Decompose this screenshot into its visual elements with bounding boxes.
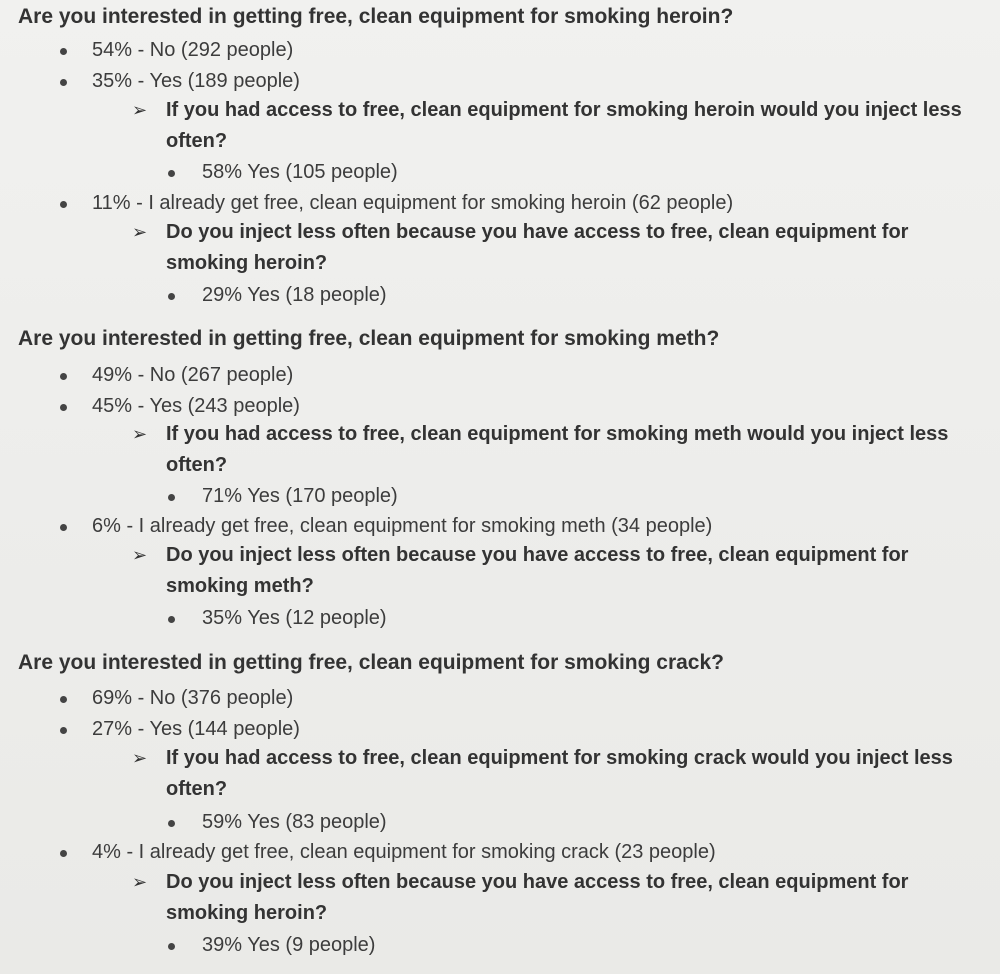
follow-up-question-text: If you had access to free, clean equipment for smoking meth would you inject less often? bbox=[166, 423, 949, 476]
bullet-icon bbox=[60, 201, 67, 208]
bullet-icon bbox=[168, 616, 175, 623]
bullet-icon bbox=[60, 404, 67, 411]
bullet-icon bbox=[60, 373, 67, 380]
follow-up-question-text: Do you inject less often because you have access to free, clean equipment for smoking meth? bbox=[166, 544, 909, 597]
answer-text: 71% Yes (170 people) bbox=[202, 485, 398, 507]
answer-text: 6% - I already get free, clean equipment for smoking meth (34 people) bbox=[92, 515, 713, 537]
bullet-icon bbox=[60, 850, 67, 857]
bullet-icon bbox=[60, 727, 67, 734]
answer-text: 45% - Yes (243 people) bbox=[92, 395, 300, 417]
answer-text: 35% Yes (12 people) bbox=[202, 607, 387, 629]
bullet-icon bbox=[168, 293, 175, 300]
answer-text: 29% Yes (18 people) bbox=[202, 284, 387, 306]
bullet-icon bbox=[60, 696, 67, 703]
follow-up-question-text: If you had access to free, clean equipment for smoking crack would you inject less often? bbox=[166, 747, 953, 800]
answer-text: 27% - Yes (144 people) bbox=[92, 718, 300, 740]
arrow-bullet-icon: ➢ bbox=[132, 748, 148, 768]
follow-up-question-text: Do you inject less often because you have access to free, clean equipment for smoking heroin? bbox=[166, 221, 909, 274]
bullet-icon bbox=[168, 170, 175, 177]
answer-text: 11% - I already get free, clean equipment for smoking heroin (62 people) bbox=[92, 192, 734, 214]
bullet-icon bbox=[60, 524, 67, 531]
bullet-icon bbox=[168, 494, 175, 501]
answer-text: 4% - I already get free, clean equipment for smoking crack (23 people) bbox=[92, 841, 716, 863]
question-heroin: Are you interested in getting free, clean equipment for smoking heroin? bbox=[18, 5, 734, 28]
answer-text: 39% Yes (9 people) bbox=[202, 934, 376, 956]
bullet-icon bbox=[60, 79, 67, 86]
answer-text: 58% Yes (105 people) bbox=[202, 161, 398, 183]
arrow-bullet-icon: ➢ bbox=[132, 545, 148, 565]
follow-up-question-text: If you had access to free, clean equipment for smoking heroin would you inject less often? bbox=[166, 99, 962, 152]
follow-up-question-crack-yes bbox=[132, 743, 982, 805]
arrow-bullet-icon: ➢ bbox=[132, 100, 148, 120]
answer-text: 59% Yes (83 people) bbox=[202, 811, 387, 833]
bullet-icon bbox=[168, 943, 175, 950]
follow-up-question-heroin-already bbox=[132, 217, 982, 279]
arrow-bullet-icon: ➢ bbox=[132, 424, 148, 444]
arrow-bullet-icon: ➢ bbox=[132, 222, 148, 242]
question-meth: Are you interested in getting free, clean equipment for smoking meth? bbox=[18, 327, 720, 350]
question-crack: Are you interested in getting free, clean equipment for smoking crack? bbox=[18, 651, 724, 674]
follow-up-question-text: Do you inject less often because you have access to free, clean equipment for smoking heroin? bbox=[166, 871, 909, 924]
answer-text: 35% - Yes (189 people) bbox=[92, 70, 300, 92]
bullet-icon bbox=[168, 820, 175, 827]
follow-up-question-crack-already bbox=[132, 867, 982, 929]
bullet-icon bbox=[60, 48, 67, 55]
follow-up-question-meth-yes bbox=[132, 419, 982, 481]
answer-text: 49% - No (267 people) bbox=[92, 364, 294, 386]
follow-up-question-meth-already bbox=[132, 540, 982, 602]
answer-text: 54% - No (292 people) bbox=[92, 39, 294, 61]
answer-text: 69% - No (376 people) bbox=[92, 687, 294, 709]
arrow-bullet-icon: ➢ bbox=[132, 872, 148, 892]
follow-up-question-heroin-yes bbox=[132, 95, 982, 157]
